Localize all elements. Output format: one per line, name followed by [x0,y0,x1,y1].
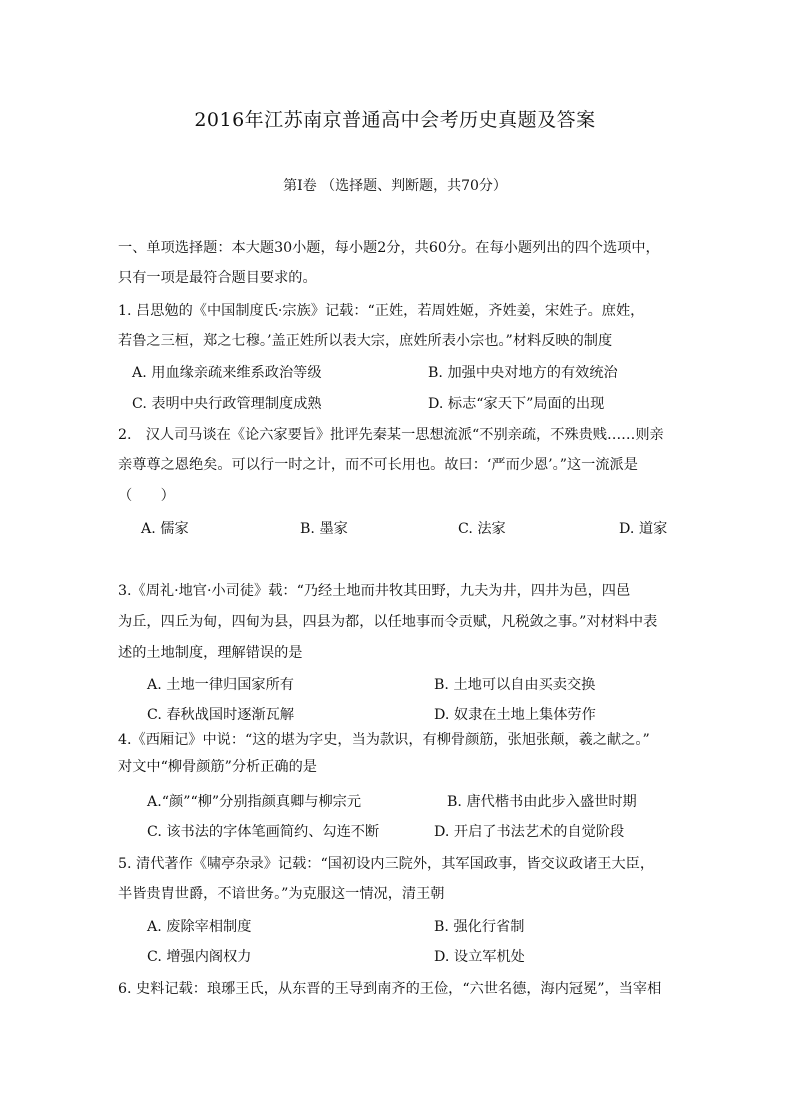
question-3-option-a: A. 土地一律归国家所有 [147,677,294,693]
question-2-stem: 亲尊尊之恩绝矣。可以行一时之计，而不可长用也。故曰：‘严而少恩’。”这一流派是 [118,457,638,473]
question-2-option-a: A. 儒家 [141,521,189,537]
question-5-stem: 5. 清代著作《啸亭杂录》记载：“国初设内三院外，其军国政事，皆交议政诸王大臣， [118,856,655,872]
question-1-stem: 1. 吕思勉的《中国制度氏·宗族》记载：“正姓，若周姓姬，齐姓姜，宋姓子。庶姓， [118,303,645,319]
question-3-option-b: B. 土地可以自由买卖交换 [434,677,596,693]
question-2-option-c: C. 法家 [458,521,506,537]
question-1-option-d: D. 标志“家天下”局面的出现 [428,396,605,412]
section-subtitle: 第Ⅰ卷 （选择题、判断题，共70分） [283,178,507,194]
question-5-option-d: D. 设立军机处 [434,949,525,965]
question-2-option-b: B. 墨家 [300,521,348,537]
question-5-option-c: C. 增强内阁权力 [147,949,252,965]
question-1-option-a: A. 用血缘亲疏来维系政治等级 [132,365,322,381]
question-4-option-d: D. 开启了书法艺术的自觉阶段 [434,824,625,840]
question-2-stem: 2. 汉人司马谈在《论六家要旨》批评先秦某一思想流派“不别亲疏，不殊贵贱……则亲 [118,427,664,443]
question-4-option-a: A.“颜”“柳”分别指颜真卿与柳宗元 [147,794,362,810]
question-3-option-c: C. 春秋战国时逐渐瓦解 [147,707,295,723]
question-4-stem: 对文中“柳骨颜筋”分析正确的是 [118,759,317,775]
section-intro-line: 一、单项选择题：本大题30小题，每小题2分，共60分。在每小题列出的四个选项中， [118,240,660,256]
page-title: 2016年江苏南京普通高中会考历史真题及答案 [194,109,596,131]
question-5-option-b: B. 强化行省制 [434,919,525,935]
question-6-stem: 6. 史料记载：琅琊王氏，从东晋的王导到南齐的王俭，“六世名德，海内冠冕”，当宰相 [118,981,662,997]
question-3-stem: 3.《周礼·地官·小司徒》载：“乃经土地而井牧其田野，九夫为井，四井为邑，四邑 [118,583,631,599]
question-5-option-a: A. 废除宰相制度 [147,919,252,935]
question-4-option-c: C. 该书法的字体笔画简约、勾连不断 [147,824,380,840]
section-intro-line: 只有一项是最符合题目要求的。 [118,270,317,286]
question-3-stem: 述的土地制度，理解错误的是 [118,645,303,661]
question-2-stem: （ ） [118,488,175,504]
question-4-option-b: B. 唐代楷书由此步入盛世时期 [447,794,637,810]
question-4-stem: 4.《西厢记》中说：“这的堪为字史，当为款识，有柳骨颜筋，张旭张颠，羲之献之。” [118,732,650,748]
question-3-option-d: D. 奴隶在土地上集体劳作 [434,707,596,723]
question-1-option-b: B. 加强中央对地方的有效统治 [428,365,618,381]
question-3-stem: 为丘，四丘为甸，四甸为县，四县为都，以任地事而令贡赋，凡税敛之事。”对材料中表 [118,614,658,630]
question-1-option-c: C. 表明中央行政管理制度成熟 [132,396,322,412]
question-1-stem: 若鲁之三桓，郑之七穆。’盖正姓所以表大宗，庶姓所表小宗也。”材料反映的制度 [118,333,613,349]
question-5-stem: 半皆贵胄世爵，不谙世务。”为克服这一情况，清王朝 [118,886,445,902]
question-2-option-d: D. 道家 [619,521,668,537]
